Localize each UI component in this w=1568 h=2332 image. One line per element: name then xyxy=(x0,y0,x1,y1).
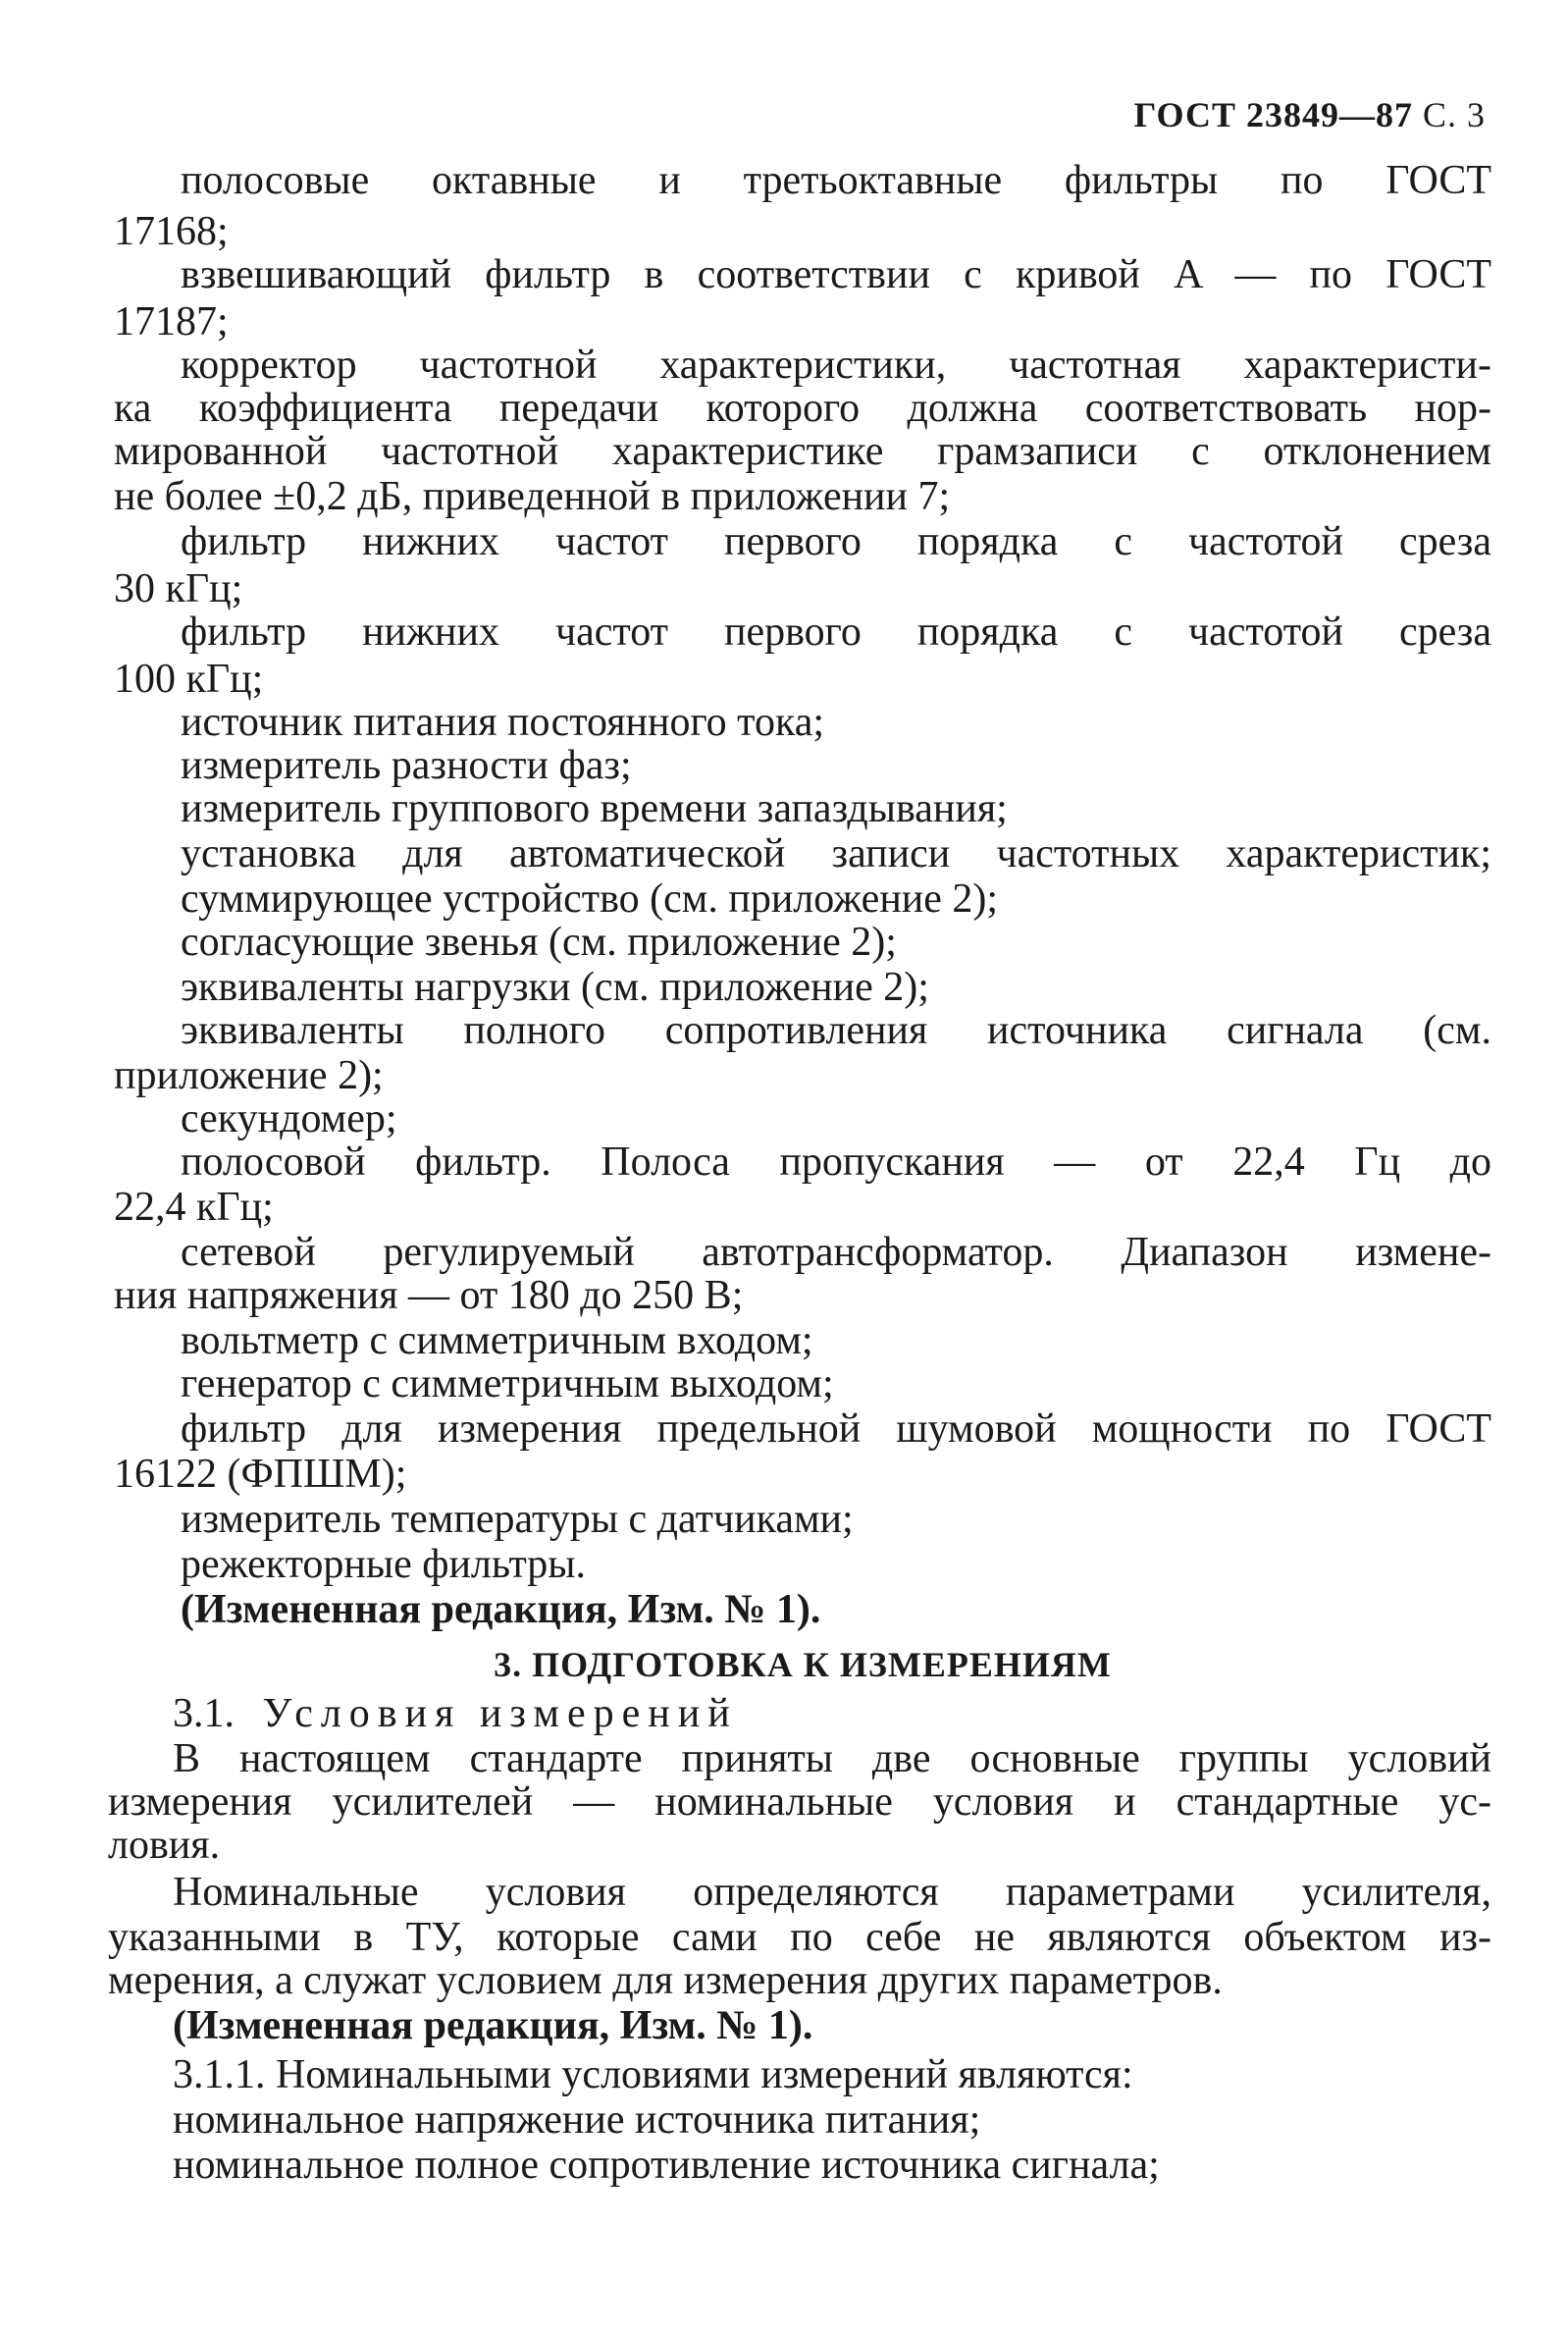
text-line: фильтр нижних частот первого порядка с частотой среза xyxy=(181,610,1491,655)
text-line: 22,4 кГц; xyxy=(114,1185,274,1230)
text-line: секундомер; xyxy=(181,1096,397,1141)
text-line: 3.1.1. Номинальными условиями измерений являются: xyxy=(173,2052,1133,2097)
text-line: согласующие звенья (см. приложение 2); xyxy=(181,920,897,965)
text-line: эквиваленты полного сопротивления источника сигнала (см. xyxy=(181,1008,1491,1053)
text-line: 30 кГц; xyxy=(114,566,243,611)
text-line: корректор частотной характеристики, частотная характеристи- xyxy=(181,343,1491,388)
text-line: не более ±0,2 дБ, приведенной в приложении 7; xyxy=(114,474,951,519)
page-header xyxy=(1134,94,1486,135)
section-heading: 3. ПОДГОТОВКА К ИЗМЕРЕНИЯМ xyxy=(494,1645,1112,1684)
text-line: полосовые октавные и третьоктавные фильтры по ГОСТ xyxy=(181,158,1491,203)
revision-note: (Измененная редакция, Изм. № 1). xyxy=(173,2003,813,2048)
text-line: ловия. xyxy=(108,1823,221,1868)
text-line: Номинальные условия определяются параметрами усилителя, xyxy=(173,1870,1491,1915)
text-line: ка коэффициента передачи которого должна соответствовать нор- xyxy=(114,386,1491,431)
text-line: 17187; xyxy=(114,299,229,344)
text-line: эквиваленты нагрузки (см. приложение 2); xyxy=(181,965,929,1010)
text-line: суммирующее устройство (см. приложение 2); xyxy=(181,876,999,922)
gost-number: ГОСТ 23849—87 xyxy=(1133,95,1413,134)
text-line: измеритель группового времени запаздывания; xyxy=(181,786,1008,831)
text-line: номинальное полное сопротивление источника сигнала; xyxy=(173,2143,1160,2188)
text-line: номинальное напряжение источника питания; xyxy=(173,2097,981,2143)
text-line: фильтр нижних частот первого порядка с частотой среза xyxy=(181,519,1491,564)
text-line: приложение 2); xyxy=(114,1053,384,1098)
text-line: измеритель температуры с датчиками; xyxy=(181,1497,854,1542)
subsection-name: Условия измерений xyxy=(262,1691,738,1736)
text-line: 100 кГц; xyxy=(114,657,264,702)
text-line: режекторные фильтры. xyxy=(181,1542,587,1587)
text-line: взвешивающий фильтр в соответствии с кривой A — по ГОСТ xyxy=(181,252,1491,297)
text-line: источник питания постоянного тока; xyxy=(181,700,825,745)
text-line: вольтметр с симметричным входом; xyxy=(181,1318,813,1363)
text-line: В настоящем стандарте приняты две основные группы условий xyxy=(173,1736,1491,1781)
text-line: измеритель разности фаз; xyxy=(181,743,632,788)
subsection-title xyxy=(173,1690,1491,1737)
revision-note: (Измененная редакция, Изм. № 1). xyxy=(181,1587,821,1632)
text-line: фильтр для измерения предельной шумовой мощности по ГОСТ xyxy=(181,1406,1491,1452)
text-line: 16122 (ФПШМ); xyxy=(114,1452,407,1497)
text-line: мерения, а служат условием для измерения других параметров. xyxy=(108,1958,1223,2003)
text-line: установка для автоматической записи частотных характеристик; xyxy=(181,831,1491,876)
text-line: 17168; xyxy=(114,209,229,254)
text-line: генератор с симметричным выходом; xyxy=(181,1361,834,1406)
text-line: полосовой фильтр. Полоса пропускания — от 22,4 Гц до xyxy=(181,1140,1491,1185)
text-line: ния напряжения — от 180 до 250 В; xyxy=(114,1273,744,1318)
page-number: С. 3 xyxy=(1422,95,1486,134)
text-line: указанными в ТУ, которые сами по себе не являются объектом из- xyxy=(108,1915,1491,1960)
text-line: сетевой регулируемый автотрансформатор. Диапазон измене- xyxy=(181,1230,1491,1275)
text-line: мированной частотной характеристике грамзаписи с отклонением xyxy=(114,429,1491,474)
subsection-number: 3.1. xyxy=(173,1691,235,1736)
text-line: измерения усилителей — номинальные условия и стандартные ус- xyxy=(108,1779,1491,1825)
